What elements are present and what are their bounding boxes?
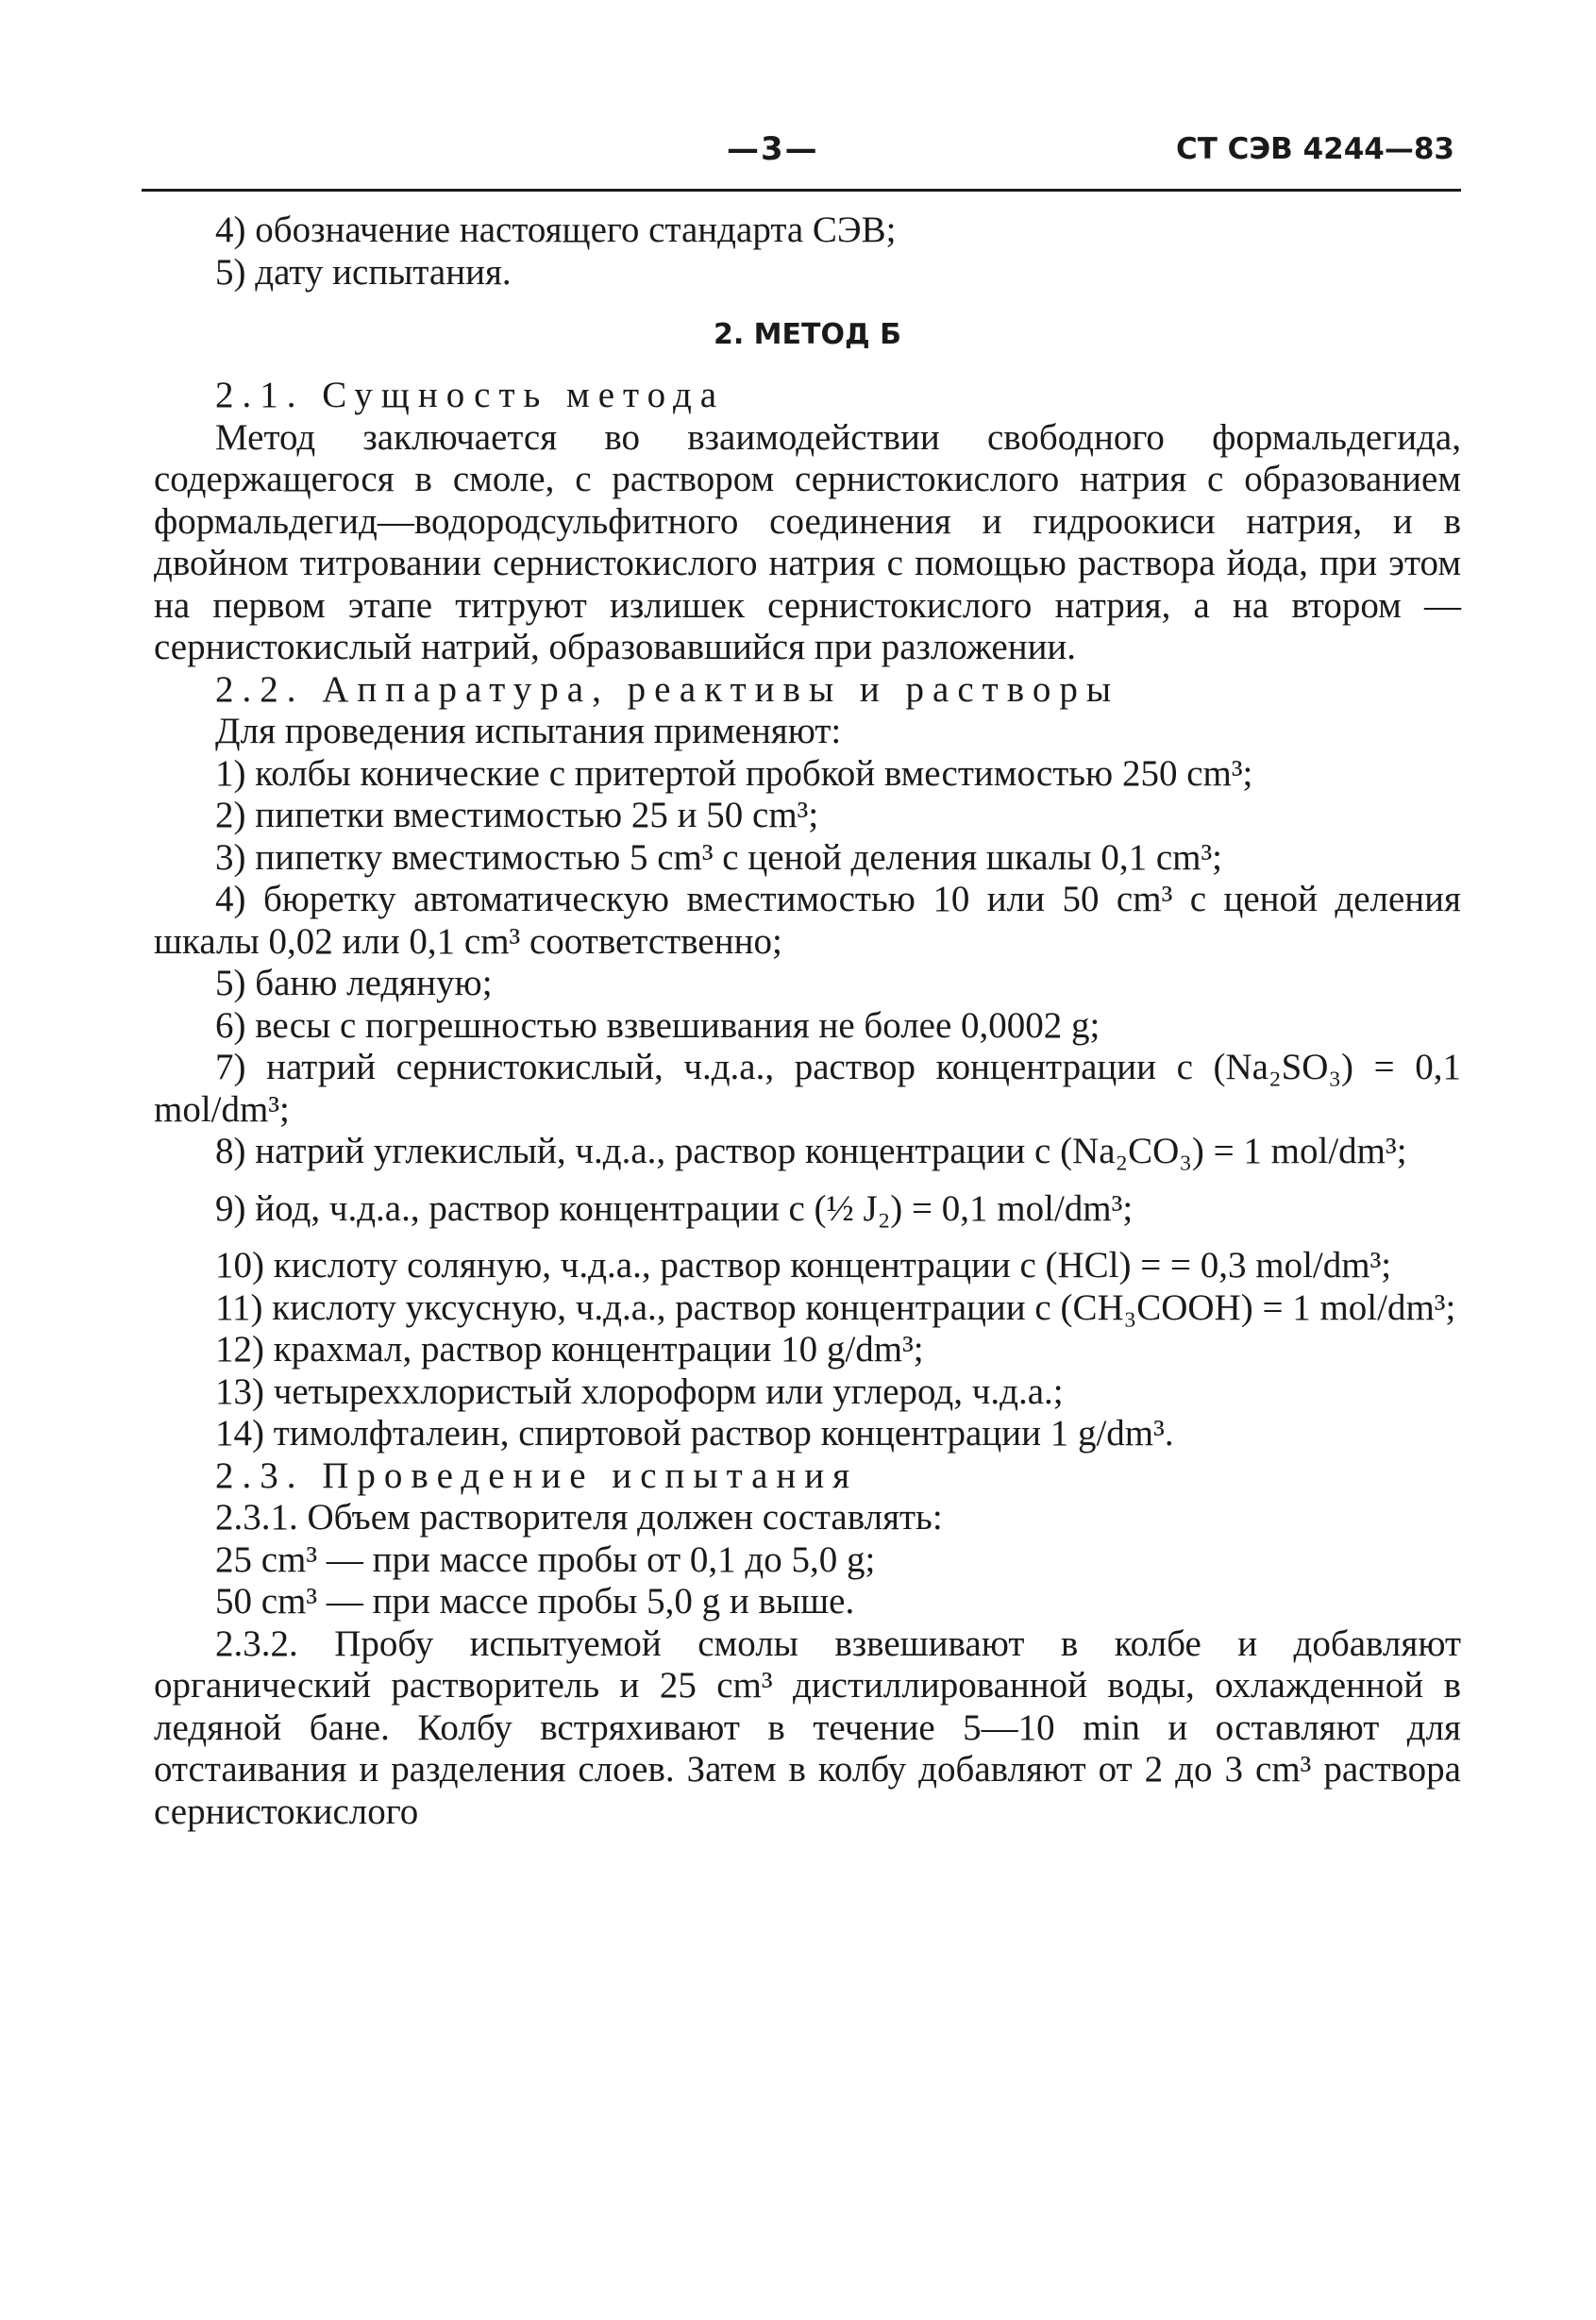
paragraph: Для проведения испытания применяют: bbox=[215, 711, 842, 751]
standard-code: СТ СЭВ 4244—83 bbox=[1175, 132, 1454, 166]
header-rule bbox=[142, 189, 1461, 192]
list-item: 3) пипетку вместимостью 5 cm³ с ценой деления шкалы 0,1 cm³; bbox=[215, 836, 1223, 878]
list-item: 8) натрий углекислый, ч.д.а., раствор концентрации c (Na₂CO₃) = 1 mol/dm³; bbox=[215, 1131, 1407, 1171]
list-item: 2) пипетки вместимостью 25 и 50 cm³; bbox=[215, 795, 819, 835]
list-item: 11) кислоту уксусную, ч.д.а., раствор концентрации c (CH₃COOH) = 1 mol/dm³; bbox=[215, 1286, 1456, 1328]
section-title: 2. МЕТОД Б bbox=[713, 318, 902, 351]
list-item: 13) четыреххлористый хлороформ или углерод, ч.д.а.; bbox=[215, 1370, 1064, 1412]
paragraph: 25 cm³ — при массе пробы от 0,1 до 5,0 g; bbox=[215, 1538, 876, 1580]
list-item: 6) весы с погрешностью взвешивания не более 0,0002 g; bbox=[215, 1004, 1100, 1046]
subsection-title: 2.2. Аппаратура, реактивы и растворы bbox=[215, 668, 1120, 710]
list-item: 12) крахмал, раствор концентрации 10 g/dm³; bbox=[215, 1329, 924, 1370]
document-body bbox=[154, 210, 1461, 1833]
paragraph: 2.3.1. Объем растворителя должен составлять: bbox=[215, 1497, 943, 1538]
paragraph: Метод заключается во взаимодействии свободного формальдегида, содержащегося в смоле, с раствором сернистокислого натрия с образованием формальдегид—водородсульфитного соединения и гидроокиси натрия, и в двойном титровании сернистокислого натрия с помощью раствора йода, при этом на первом этапе титруют излишек сернистокислого натрия, а на втором — сернистокислый натрий, образовавшийся при разложении. bbox=[154, 416, 1461, 667]
page-number: —3— bbox=[727, 130, 819, 168]
paragraph: 50 cm³ — при массе пробы 5,0 g и выше. bbox=[215, 1581, 855, 1622]
list-item: 10) кислоту соляную, ч.д.а., раствор концентрации c (HCl) = = 0,3 mol/dm³; bbox=[215, 1245, 1392, 1286]
list-item: 5) баню ледяную; bbox=[215, 963, 493, 1003]
list-item: 1) колбы конические с притертой пробкой вместимостью 250 cm³; bbox=[215, 752, 1253, 794]
subsection-title: 2.3. Проведение испытания bbox=[215, 1454, 859, 1496]
list-item: 4) бюретку автоматическую вместимостью 10 или 50 cm³ с ценой деления шкалы 0,02 или 0,1 cm³ соответственно; bbox=[154, 879, 1461, 962]
list-item: 5) дату испытания. bbox=[215, 251, 512, 293]
paragraph: 2.3.2. Пробу испытуемой смолы взвешивают в колбе и добавляют органический растворитель и 25 cm³ дистиллированной воды, охлажденной в ледяной бане. Колбу встряхивают в течение 5—10 min и оставляют для отстаивания и разделения слоев. Затем в колбу добавляют от 2 до 3 cm³ раствора сернистокислого bbox=[154, 1622, 1461, 1832]
list-item: 14) тимолфталеин, спиртовой раствор концентрации 1 g/dm³. bbox=[215, 1413, 1174, 1454]
subsection-title: 2.1. Сущность метода bbox=[215, 375, 726, 415]
list-item: 7) натрий сернистокислый, ч.д.а., раствор концентрации c (Na₂SO₃) = 0,1 mol/dm³; bbox=[154, 1047, 1461, 1130]
list-item: 4) обозначение настоящего стандарта СЭВ; bbox=[215, 210, 897, 250]
list-item: 9) йод, ч.д.а., раствор концентрации c (½ J₂) = 0,1 mol/dm³; bbox=[215, 1187, 1134, 1229]
